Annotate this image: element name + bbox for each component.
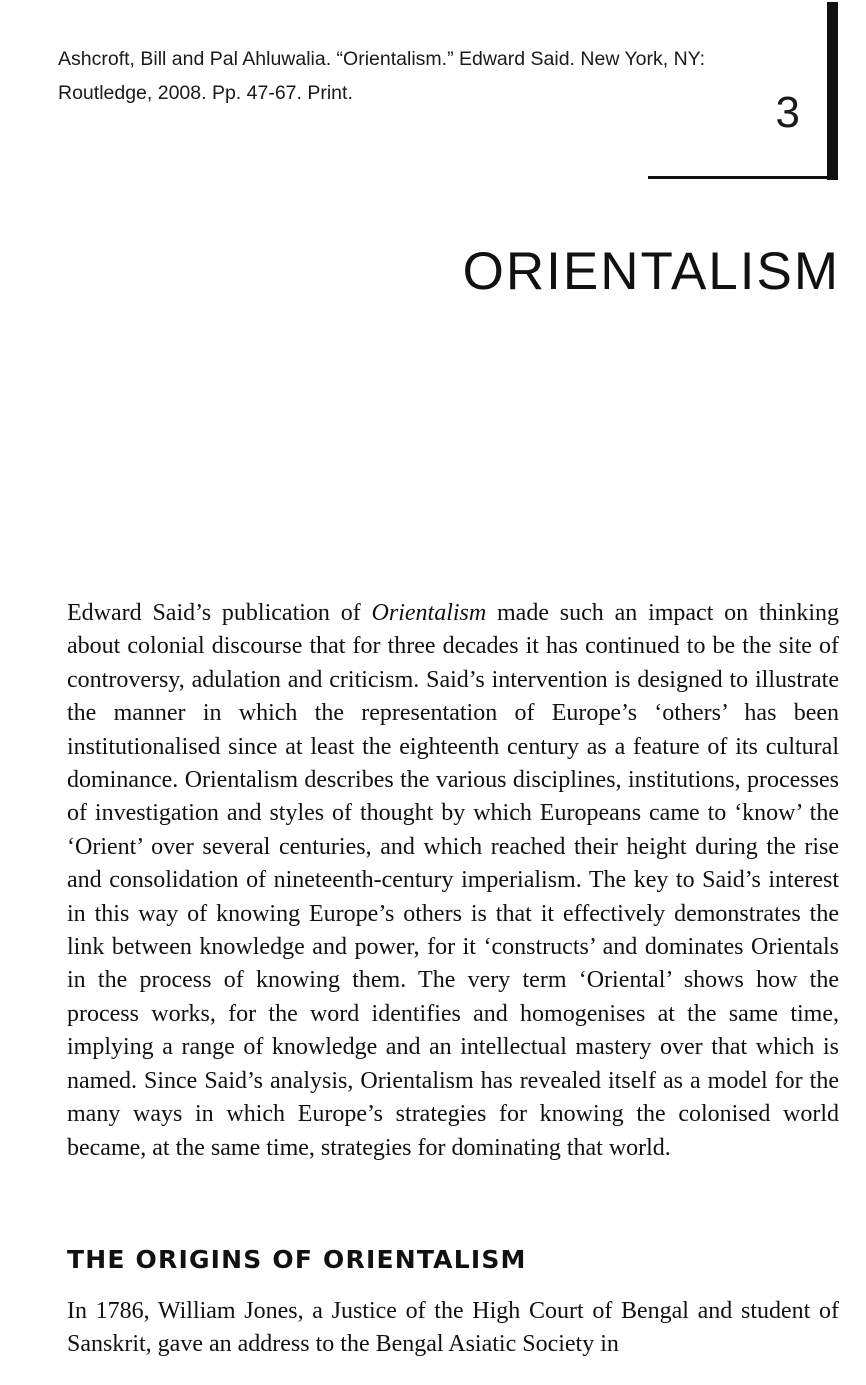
- intro-text-start: Edward Said’s publication of: [67, 600, 372, 626]
- citation-line-1: Ashcroft, Bill and Pal Ahluwalia. “Orientalism.” Edward Said. New York, NY:: [58, 48, 706, 70]
- intro-text-rest: made such an impact on thinking about colonial discourse that for three decades it has continued to be the site of controversy, adulation and criticism. Said’s intervention is designed to illustrate the manner in which the representation of Europe’s ‘others’ has been institutionalised since at least the eighteenth century as a feature of its cultural dominance. Orientalism describes the various disciplines, institutions, processes of investigation and styles of thought by which Europeans came to ‘know’ the ‘Orient’ over several centuries, and which reached their height during the rise and consolidation of nineteenth-century imperialism. The key to Said’s interest in this way of knowing Europe’s others is that it effectively demonstrates the link between knowledge and power, for it ‘constructs’ and dominates Orientals in the process of knowing them. The very term ‘Oriental’ shows how the process works, for the word identifies and homogenises at the same time, implying a range of knowledge and an intellectual mastery over that which is named. Since Said’s analysis, Orientalism has revealed itself as a model for the many ways in which Europe’s strategies for knowing the colonised world became, at the same time, strategies for dominating that world.: [67, 600, 839, 1161]
- intro-paragraph: [67, 597, 839, 1165]
- section-heading: THE ORIGINS OF ORIENTALISM: [67, 1245, 527, 1274]
- chapter-rule-vertical: [827, 2, 838, 180]
- chapter-number: 3: [775, 88, 800, 137]
- citation-line-2: Routledge, 2008. Pp. 47-67. Print.: [58, 82, 353, 104]
- section-paragraph: In 1786, William Jones, a Justice of the High Court of Bengal and student of Sanskrit, gave an address to the Bengal Asiatic Society in: [67, 1298, 839, 1358]
- chapter-rule-horizontal: [648, 176, 838, 179]
- book-title-italic: Orientalism: [371, 600, 487, 626]
- chapter-title: ORIENTALISM: [462, 242, 840, 301]
